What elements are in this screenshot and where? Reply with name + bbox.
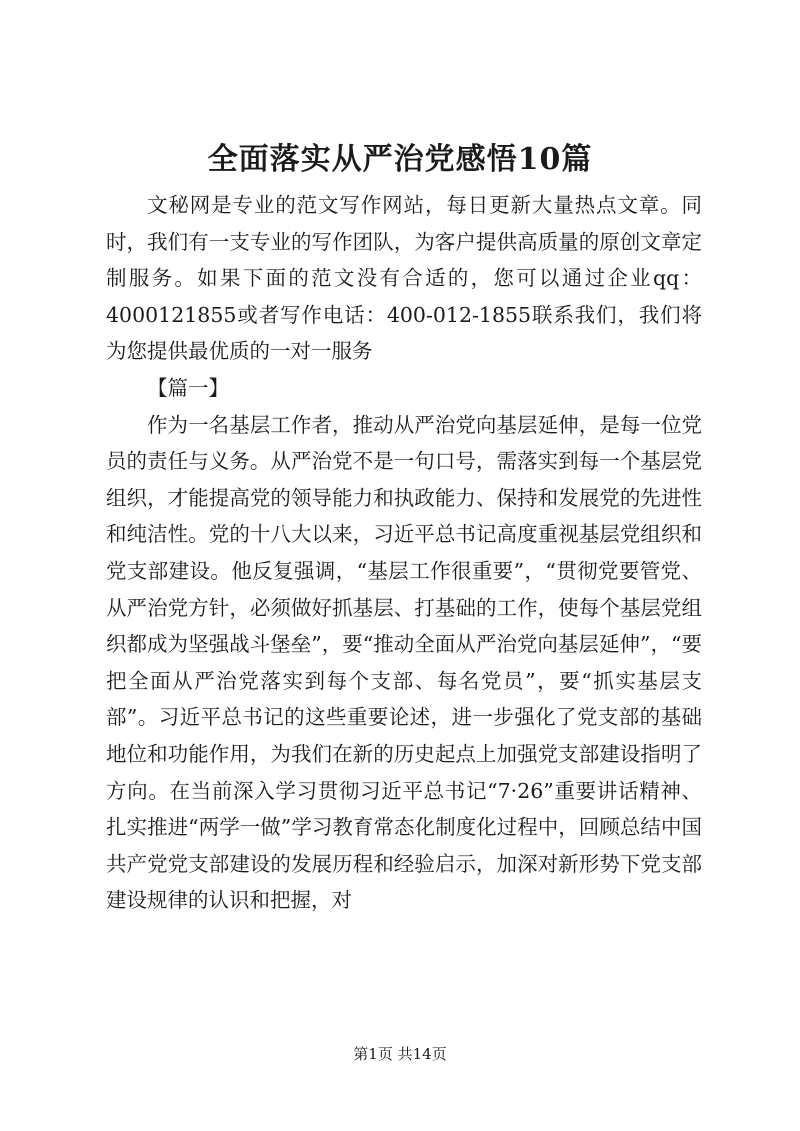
document-body (106, 187, 702, 919)
body-paragraph: 作为一名基层工作者，推动从严治党向基层延伸，是每一位党员的责任与义务。从严治党不是一句口号，需落实到每一个基层党组织，才能提高党的领导能力和执政能力、保持和发展党的先进性和纯洁性。党的十八大以来，习近平总书记高度重视基层党组织和党支部建设。他反复强调，“基层工作很重要”，“贯彻党要管党、从严治党方针，必须做好抓基层、打基础的工作，使每个基层党组织都成为坚强战斗堡垒”，要“推动全面从严治党向基层延伸”，“要把全面从严治党落实到每个支部、每名党员”，要“抓实基层支部”。习近平总书记的这些重要论述，进一步强化了党支部的基础地位和功能作用，为我们在新的历史起点上加强党支部建设指明了方向。在当前深入学习贯彻习近平总书记“7·26”重要讲话精神、扎实推进“两学一做”学习教育常态化制度化过程中，回顾总结中国共产党党支部建设的发展历程和经验启示，加深对新形势下党支部建设规律的认识和把握，对 (106, 412, 702, 913)
document-title: 全面落实从严治党感悟10篇 (207, 142, 593, 177)
page-footer: 第1页 共14页 (353, 1045, 447, 1063)
section-label: 【篇一】 (147, 375, 229, 400)
intro-paragraph: 文秘网是专业的范文写作网站，每日更新大量热点文章。同时，我们有一支专业的写作团队，为客户提供高质量的原创文章定制服务。如果下面的范文没有合适的，您可以通过企业qq：4000121855或者写作电话：400-012-1855联系我们，我们将为您提供最优质的一对一服务 (106, 193, 702, 364)
